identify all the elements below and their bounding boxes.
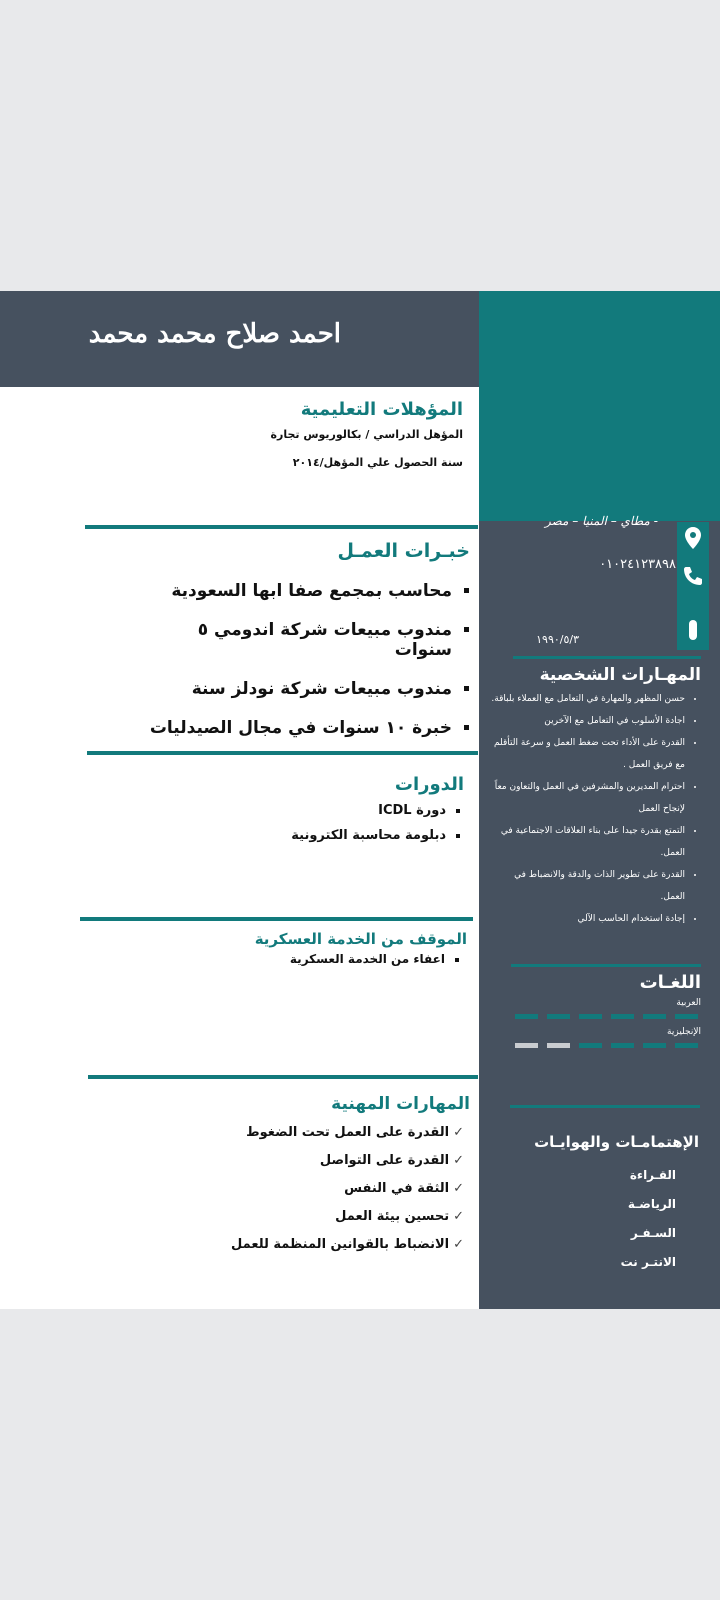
experience-section <box>140 581 470 757</box>
interest-item: القـراءة <box>629 1168 676 1182</box>
skill-label: القدرة على التواصل <box>319 1153 450 1168</box>
list-item <box>164 1181 464 1196</box>
list-item: ▪ مندوب مبيعات شركة نودلز سنة <box>140 679 452 699</box>
education-year: سنة الحصول علي المؤهل/٢٠١٤ <box>292 456 463 469</box>
language-level-segment <box>611 1043 634 1048</box>
courses-divider <box>87 751 478 755</box>
phone-number: ٠١٠٢٤١٢٣٨٩٨ <box>599 557 676 572</box>
location-pin-icon <box>683 526 703 550</box>
list-item: ▪ محاسب بمجمع صفا ابها السعودية <box>140 581 452 601</box>
language-level-segment <box>675 1014 698 1019</box>
experience-title: خبـرات العمـل <box>337 540 470 562</box>
experience-list <box>140 581 470 738</box>
check-icon: ✓ <box>453 1237 464 1252</box>
check-icon: ✓ <box>453 1125 464 1140</box>
personal-skills-section <box>491 688 701 930</box>
list-item <box>164 1153 464 1168</box>
language-level-segment <box>547 1014 570 1019</box>
language-level-segment <box>515 1014 538 1019</box>
skill-label: القدرة على العمل تحت الضغوط <box>246 1125 450 1140</box>
check-icon: ✓ <box>453 1153 464 1168</box>
language-name-arabic: العربية <box>676 998 701 1008</box>
language-level-segment <box>643 1043 666 1048</box>
language-level-segment <box>515 1043 538 1048</box>
interest-item: الانتـر نت <box>620 1255 676 1269</box>
education-degree: المؤهل الدراسي / بكالوريوس تجارة <box>270 428 463 441</box>
language-level-segment <box>611 1014 634 1019</box>
list-item: • التمتع بقدرة جيدا على بناء العلاقات الاجتماعية في العمل. <box>491 820 685 864</box>
list-item: • احترام المديرين والمشرفين في العمل والتعاون معاً لإنجاح العمل <box>491 776 685 820</box>
list-item: • القدرة على الأداء تحت ضغط العمل و سرعة التأقلم مع فريق العمل . <box>491 732 685 776</box>
list-item <box>164 1237 464 1252</box>
birthdate: ١٩٩٠/٥/٣ <box>536 633 579 646</box>
check-icon: ✓ <box>453 1209 464 1224</box>
professional-skills-divider <box>88 1075 478 1079</box>
list-item: ▪ خبرة ١٠ سنوات في مجال الصيدليات <box>140 718 452 738</box>
language-level-segment <box>547 1043 570 1048</box>
courses-list <box>218 803 468 843</box>
interest-item: الرياضـة <box>627 1197 676 1211</box>
address: - مطاي – المنيا – مصر <box>544 514 658 528</box>
language-level-segment <box>675 1043 698 1048</box>
personal-skills-list <box>491 688 701 930</box>
military-divider <box>80 917 473 921</box>
interests-divider <box>510 1105 700 1108</box>
full-name: احمد صلاح محمد محمد <box>88 319 341 349</box>
list-item: ▪ دبلومة محاسبة الكترونية <box>218 828 446 843</box>
phone-icon <box>682 565 704 587</box>
list-item: ▪ دورة ICDL <box>218 803 446 818</box>
list-item: • القدرة على تطوير الذات والدقة والانضباط في العمل. <box>491 864 685 908</box>
language-name-english: الإنجليزية <box>667 1027 701 1037</box>
interest-item: السـفـر <box>630 1226 676 1240</box>
language-level-segment <box>579 1014 602 1019</box>
skill-label: الثقة في النفس <box>344 1181 450 1196</box>
education-title: المؤهلات التعليمية <box>300 399 463 420</box>
contact-icon-strip <box>677 522 709 650</box>
military-section <box>217 952 467 976</box>
military-title: الموقف من الخدمة العسكرية <box>254 930 467 948</box>
languages-title: اللغـات <box>639 972 701 993</box>
courses-section <box>218 803 468 853</box>
list-item: • اجادة الأسلوب في التعامل مع الآخرين <box>491 710 685 732</box>
list-item: • إجادة استخدام الحاسب الآلي <box>491 908 685 930</box>
professional-skills-section <box>164 1125 464 1265</box>
experience-divider <box>85 525 478 529</box>
personal-skills-title: المهـارات الشخصية <box>539 665 701 685</box>
military-status: ▪ اعفاء من الخدمة العسكرية <box>217 952 445 966</box>
professional-skills-list <box>164 1125 464 1252</box>
skill-label: تحسين بيئة العمل <box>335 1209 450 1224</box>
military-list <box>217 952 467 966</box>
languages-divider <box>511 964 701 967</box>
photo-area <box>479 291 720 521</box>
personal-skills-divider <box>513 656 701 659</box>
resume-page <box>0 291 720 1309</box>
check-icon: ✓ <box>453 1181 464 1196</box>
list-item: • حسن المظهر والمهارة في التعامل مع العملاء بلباقة. <box>491 688 685 710</box>
list-item: ▪ مندوب مبيعات شركة اندومي ٥ سنوات <box>140 620 452 660</box>
name-bar <box>0 291 479 387</box>
interests-title: الإهتمامـات والهوايـات <box>534 1133 699 1151</box>
skill-label: الانضباط بالقوانين المنظمة للعمل <box>231 1237 450 1252</box>
professional-skills-title: المهارات المهنية <box>331 1094 470 1114</box>
language-level-segment <box>579 1043 602 1048</box>
list-item <box>164 1125 464 1140</box>
person-icon <box>686 620 700 642</box>
language-level-segment <box>643 1014 666 1019</box>
list-item <box>164 1209 464 1224</box>
courses-title: الدورات <box>394 774 464 795</box>
